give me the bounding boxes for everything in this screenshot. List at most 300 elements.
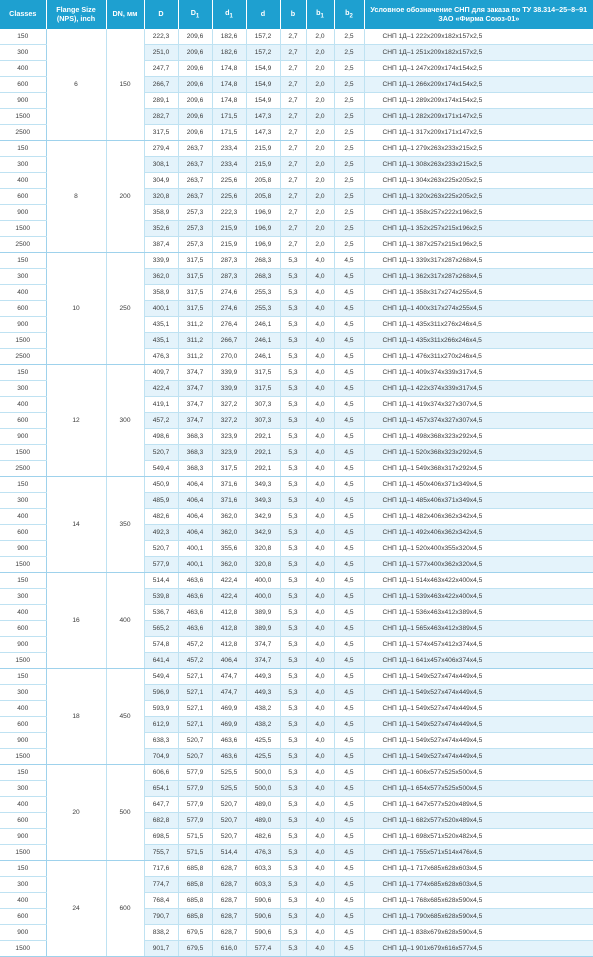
cell-designation: СНП 1Д–1 549х527х474х449х4,5: [364, 701, 593, 717]
cell-b1: 4,0: [306, 893, 334, 909]
cell-designation: СНП 1Д–1 641х457х406х374х4,5: [364, 653, 593, 669]
table-row: [0, 669, 593, 685]
cell-d1: 474,7: [212, 685, 246, 701]
cell-b: 5,3: [280, 829, 306, 845]
cell-d1: 463,6: [212, 733, 246, 749]
cell-b1: 4,0: [306, 573, 334, 589]
cell-d: 307,3: [246, 397, 280, 413]
cell-b: 5,3: [280, 877, 306, 893]
cell-D1: 463,6: [178, 621, 212, 637]
cell-D1: 527,1: [178, 701, 212, 717]
cell-designation: СНП 1Д–1 304х263х225х205х2,5: [364, 173, 593, 189]
cell-designation: СНП 1Д–1 549х368х317х292х4,5: [364, 461, 593, 477]
cell-d1: 327,2: [212, 397, 246, 413]
cell-designation: СНП 1Д–1 289х209х174х154х2,5: [364, 93, 593, 109]
cell-b: 5,3: [280, 717, 306, 733]
cell-b2: 2,5: [334, 93, 364, 109]
cell-designation: СНП 1Д–1 485х406х371х349х4,5: [364, 493, 593, 509]
cell-d: 246,1: [246, 317, 280, 333]
cell-b: 2,7: [280, 189, 306, 205]
cell-D1: 374,7: [178, 365, 212, 381]
header-b2-sub: 2: [349, 13, 353, 20]
cell-b1: 2,0: [306, 141, 334, 157]
cell-b: 5,3: [280, 669, 306, 685]
cell-D: 536,7: [144, 605, 178, 621]
header-d: d: [246, 0, 280, 29]
cell-d1: 362,0: [212, 525, 246, 541]
cell-class: 150: [0, 141, 46, 157]
cell-D: 482,6: [144, 509, 178, 525]
cell-D: 574,8: [144, 637, 178, 653]
cell-class: 900: [0, 317, 46, 333]
cell-b: 5,3: [280, 477, 306, 493]
cell-b2: 4,5: [334, 749, 364, 765]
cell-designation: СНП 1Д–1 352х257х215х196х2,5: [364, 221, 593, 237]
cell-designation: СНП 1Д–1 266х209х174х154х2,5: [364, 77, 593, 93]
cell-d: 342,9: [246, 509, 280, 525]
cell-D1: 463,6: [178, 605, 212, 621]
cell-class: 150: [0, 253, 46, 269]
cell-D: 647,7: [144, 797, 178, 813]
table-body: [0, 29, 593, 957]
cell-D: 641,4: [144, 653, 178, 669]
cell-designation: СНП 1Д–1 400х317х274х255х4,5: [364, 301, 593, 317]
table-row: [0, 861, 593, 877]
cell-b: 2,7: [280, 221, 306, 237]
cell-b2: 2,5: [334, 205, 364, 221]
cell-D1: 571,5: [178, 845, 212, 861]
cell-designation: СНП 1Д–1 339х317х287х268х4,5: [364, 253, 593, 269]
header-classes: Classes: [0, 0, 46, 29]
cell-designation: СНП 1Д–1 539х463х422х400х4,5: [364, 589, 593, 605]
cell-class: 400: [0, 509, 46, 525]
cell-D: 704,9: [144, 749, 178, 765]
cell-b1: 4,0: [306, 589, 334, 605]
cell-b1: 4,0: [306, 365, 334, 381]
cell-b1: 4,0: [306, 829, 334, 845]
cell-D: 520,7: [144, 445, 178, 461]
cell-d1: 412,8: [212, 605, 246, 621]
cell-designation: СНП 1Д–1 577х400х362х320х4,5: [364, 557, 593, 573]
cell-class: 300: [0, 45, 46, 61]
cell-b1: 4,0: [306, 269, 334, 285]
cell-d1: 412,8: [212, 621, 246, 637]
cell-d1: 520,7: [212, 813, 246, 829]
cell-designation: СНП 1Д–1 901х679х616х577х4,5: [364, 941, 593, 957]
cell-D: 289,1: [144, 93, 178, 109]
cell-designation: СНП 1Д–1 768х685х628х590х4,5: [364, 893, 593, 909]
cell-b2: 4,5: [334, 669, 364, 685]
cell-d: 489,0: [246, 797, 280, 813]
cell-d: 292,1: [246, 445, 280, 461]
cell-designation: СНП 1Д–1 790х685х628х590х4,5: [364, 909, 593, 925]
cell-b1: 4,0: [306, 381, 334, 397]
cell-class: 2500: [0, 125, 46, 141]
cell-b2: 4,5: [334, 637, 364, 653]
cell-designation: СНП 1Д–1 482х406х362х342х4,5: [364, 509, 593, 525]
cell-class: 600: [0, 413, 46, 429]
cell-d: 196,9: [246, 237, 280, 253]
cell-designation: СНП 1Д–1 549х527х474х449х4,5: [364, 717, 593, 733]
cell-b: 5,3: [280, 797, 306, 813]
cell-b: 5,3: [280, 445, 306, 461]
cell-flange-size: 10: [46, 253, 106, 365]
cell-flange-size: 14: [46, 477, 106, 573]
cell-d: 320,8: [246, 557, 280, 573]
cell-d1: 520,7: [212, 829, 246, 845]
cell-d1: 463,6: [212, 749, 246, 765]
cell-class: 300: [0, 685, 46, 701]
cell-designation: СНП 1Д–1 279х263х233х215х2,5: [364, 141, 593, 157]
cell-b1: 4,0: [306, 285, 334, 301]
cell-b2: 4,5: [334, 765, 364, 781]
cell-b1: 4,0: [306, 253, 334, 269]
cell-D1: 311,2: [178, 349, 212, 365]
cell-b1: 2,0: [306, 77, 334, 93]
cell-D: 282,7: [144, 109, 178, 125]
table-row: [0, 477, 593, 493]
cell-b2: 4,5: [334, 621, 364, 637]
cell-d: 320,8: [246, 541, 280, 557]
cell-d: 215,9: [246, 157, 280, 173]
cell-dn: 200: [106, 141, 144, 253]
cell-b2: 4,5: [334, 541, 364, 557]
cell-D1: 368,3: [178, 429, 212, 445]
cell-b2: 4,5: [334, 301, 364, 317]
cell-class: 300: [0, 493, 46, 509]
cell-designation: СНП 1Д–1 457х374х327х307х4,5: [364, 413, 593, 429]
cell-b: 2,7: [280, 93, 306, 109]
cell-d1: 362,0: [212, 557, 246, 573]
cell-class: 600: [0, 909, 46, 925]
cell-b2: 4,5: [334, 253, 364, 269]
cell-class: 150: [0, 765, 46, 781]
cell-b1: 4,0: [306, 525, 334, 541]
cell-class: 1500: [0, 333, 46, 349]
cell-d1: 270,0: [212, 349, 246, 365]
cell-b1: 4,0: [306, 493, 334, 509]
cell-D1: 368,3: [178, 461, 212, 477]
cell-D1: 685,8: [178, 909, 212, 925]
cell-dn: 600: [106, 861, 144, 957]
cell-d1: 525,5: [212, 781, 246, 797]
cell-D1: 209,6: [178, 61, 212, 77]
cell-D: 358,9: [144, 205, 178, 221]
cell-b1: 2,0: [306, 93, 334, 109]
cell-b1: 4,0: [306, 637, 334, 653]
cell-flange-size: 12: [46, 365, 106, 477]
cell-b: 5,3: [280, 413, 306, 429]
cell-b2: 4,5: [334, 893, 364, 909]
cell-class: 300: [0, 269, 46, 285]
cell-class: 150: [0, 669, 46, 685]
cell-b2: 4,5: [334, 925, 364, 941]
cell-d1: 628,7: [212, 877, 246, 893]
cell-d: 400,0: [246, 589, 280, 605]
header-D1-sub: 1: [195, 13, 200, 20]
cell-b1: 4,0: [306, 797, 334, 813]
cell-b2: 2,5: [334, 237, 364, 253]
cell-d1: 355,6: [212, 541, 246, 557]
cell-d1: 616,0: [212, 941, 246, 957]
cell-b1: 2,0: [306, 221, 334, 237]
cell-b1: 4,0: [306, 653, 334, 669]
cell-designation: СНП 1Д–1 549х527х474х449х4,5: [364, 685, 593, 701]
cell-class: 1500: [0, 445, 46, 461]
cell-d: 307,3: [246, 413, 280, 429]
cell-D1: 400,1: [178, 541, 212, 557]
cell-D: 654,1: [144, 781, 178, 797]
cell-d: 349,3: [246, 477, 280, 493]
cell-D1: 571,5: [178, 829, 212, 845]
cell-D1: 577,9: [178, 813, 212, 829]
cell-b: 5,3: [280, 253, 306, 269]
cell-d: 268,3: [246, 253, 280, 269]
cell-b1: 4,0: [306, 477, 334, 493]
cell-b1: 4,0: [306, 925, 334, 941]
cell-b2: 4,5: [334, 813, 364, 829]
cell-b: 5,3: [280, 525, 306, 541]
cell-class: 300: [0, 589, 46, 605]
cell-b: 5,3: [280, 493, 306, 509]
cell-d: 425,5: [246, 733, 280, 749]
cell-b2: 4,5: [334, 493, 364, 509]
cell-b: 5,3: [280, 733, 306, 749]
cell-b1: 4,0: [306, 509, 334, 525]
cell-d1: 274,6: [212, 285, 246, 301]
cell-b2: 2,5: [334, 77, 364, 93]
cell-b2: 4,5: [334, 461, 364, 477]
header-designation: Условное обозначение СНП для заказа по ТУ 38.314–25–8–91 ЗАО «Фирма Союз-01»: [364, 0, 593, 29]
cell-d1: 412,8: [212, 637, 246, 653]
cell-designation: СНП 1Д–1 774х685х628х603х4,5: [364, 877, 593, 893]
cell-D: 768,4: [144, 893, 178, 909]
cell-designation: СНП 1Д–1 606х577х525х500х4,5: [364, 765, 593, 781]
cell-D1: 317,5: [178, 253, 212, 269]
cell-D: 520,7: [144, 541, 178, 557]
cell-d1: 225,6: [212, 189, 246, 205]
cell-b1: 2,0: [306, 157, 334, 173]
cell-b2: 2,5: [334, 221, 364, 237]
cell-d1: 469,9: [212, 717, 246, 733]
cell-D: 514,4: [144, 573, 178, 589]
cell-b: 5,3: [280, 701, 306, 717]
cell-class: 600: [0, 301, 46, 317]
cell-D1: 406,4: [178, 493, 212, 509]
cell-D1: 311,2: [178, 333, 212, 349]
cell-d1: 225,6: [212, 173, 246, 189]
cell-b2: 4,5: [334, 477, 364, 493]
cell-d: 476,3: [246, 845, 280, 861]
cell-class: 1500: [0, 845, 46, 861]
cell-b: 2,7: [280, 77, 306, 93]
cell-D1: 257,3: [178, 237, 212, 253]
cell-class: 150: [0, 365, 46, 381]
cell-designation: СНП 1Д–1 435х311х276х246х4,5: [364, 317, 593, 333]
cell-designation: СНП 1Д–1 698х571х520х482х4,5: [364, 829, 593, 845]
cell-designation: СНП 1Д–1 476х311х270х246х4,5: [364, 349, 593, 365]
cell-b: 5,3: [280, 557, 306, 573]
cell-d1: 266,7: [212, 333, 246, 349]
cell-d: 590,6: [246, 925, 280, 941]
cell-d: 292,1: [246, 429, 280, 445]
cell-b2: 4,5: [334, 909, 364, 925]
cell-b: 5,3: [280, 349, 306, 365]
cell-d1: 474,7: [212, 669, 246, 685]
cell-designation: СНП 1Д–1 536х463х412х389х4,5: [364, 605, 593, 621]
cell-b: 5,3: [280, 573, 306, 589]
cell-d1: 215,9: [212, 221, 246, 237]
cell-D1: 527,1: [178, 685, 212, 701]
cell-d: 500,0: [246, 781, 280, 797]
cell-class: 300: [0, 877, 46, 893]
cell-D: 755,7: [144, 845, 178, 861]
cell-flange-size: 8: [46, 141, 106, 253]
cell-designation: СНП 1Д–1 755х571х514х476х4,5: [364, 845, 593, 861]
cell-D1: 520,7: [178, 733, 212, 749]
header-d1-text: d: [225, 7, 230, 17]
cell-D1: 257,3: [178, 205, 212, 221]
cell-b2: 2,5: [334, 45, 364, 61]
cell-designation: СНП 1Д–1 435х311х266х246х4,5: [364, 333, 593, 349]
cell-d: 292,1: [246, 461, 280, 477]
cell-b2: 4,5: [334, 685, 364, 701]
cell-b1: 4,0: [306, 621, 334, 637]
cell-class: 900: [0, 205, 46, 221]
cell-b: 5,3: [280, 653, 306, 669]
cell-d: 603,3: [246, 861, 280, 877]
cell-b2: 4,5: [334, 861, 364, 877]
cell-d1: 514,4: [212, 845, 246, 861]
cell-d: 157,2: [246, 45, 280, 61]
cell-d: 482,6: [246, 829, 280, 845]
cell-d1: 371,6: [212, 477, 246, 493]
cell-d: 342,9: [246, 525, 280, 541]
cell-b: 2,7: [280, 45, 306, 61]
cell-designation: СНП 1Д–1 358х317х274х255х4,5: [364, 285, 593, 301]
cell-class: 2500: [0, 349, 46, 365]
cell-dn: 450: [106, 669, 144, 765]
cell-b: 5,3: [280, 605, 306, 621]
cell-class: 2500: [0, 461, 46, 477]
cell-d1: 628,7: [212, 909, 246, 925]
cell-D: 422,4: [144, 381, 178, 397]
cell-d: 389,9: [246, 621, 280, 637]
cell-d1: 222,3: [212, 205, 246, 221]
cell-d: 205,8: [246, 189, 280, 205]
cell-b1: 4,0: [306, 301, 334, 317]
cell-b: 5,3: [280, 845, 306, 861]
cell-D: 606,6: [144, 765, 178, 781]
cell-D1: 317,5: [178, 285, 212, 301]
cell-D1: 406,4: [178, 525, 212, 541]
cell-D1: 374,7: [178, 413, 212, 429]
cell-D1: 685,8: [178, 861, 212, 877]
cell-D1: 311,2: [178, 317, 212, 333]
cell-d1: 287,3: [212, 253, 246, 269]
cell-d1: 339,9: [212, 365, 246, 381]
cell-b2: 4,5: [334, 525, 364, 541]
cell-b: 5,3: [280, 749, 306, 765]
cell-b1: 4,0: [306, 861, 334, 877]
cell-d1: 339,9: [212, 381, 246, 397]
cell-D1: 457,2: [178, 653, 212, 669]
cell-D1: 263,7: [178, 173, 212, 189]
table-row: [0, 365, 593, 381]
table-row: [0, 253, 593, 269]
cell-designation: СНП 1Д–1 358х257х222х196х2,5: [364, 205, 593, 221]
cell-b2: 2,5: [334, 173, 364, 189]
cell-D1: 263,7: [178, 157, 212, 173]
cell-D: 638,3: [144, 733, 178, 749]
cell-D1: 679,5: [178, 941, 212, 957]
cell-designation: СНП 1Д–1 320х263х225х205х2,5: [364, 189, 593, 205]
cell-D: 577,9: [144, 557, 178, 573]
cell-b: 5,3: [280, 861, 306, 877]
cell-d1: 317,5: [212, 461, 246, 477]
cell-D1: 257,3: [178, 221, 212, 237]
cell-class: 2500: [0, 237, 46, 253]
cell-b2: 4,5: [334, 733, 364, 749]
cell-b: 5,3: [280, 925, 306, 941]
cell-d1: 233,4: [212, 141, 246, 157]
cell-d: 255,3: [246, 301, 280, 317]
cell-d1: 274,6: [212, 301, 246, 317]
cell-b2: 4,5: [334, 573, 364, 589]
cell-b2: 4,5: [334, 845, 364, 861]
cell-D: 790,7: [144, 909, 178, 925]
cell-D1: 520,7: [178, 749, 212, 765]
cell-designation: СНП 1Д–1 574х457х412х374х4,5: [364, 637, 593, 653]
cell-b: 2,7: [280, 205, 306, 221]
cell-D1: 374,7: [178, 397, 212, 413]
cell-d: 400,0: [246, 573, 280, 589]
cell-D: 593,9: [144, 701, 178, 717]
cell-b1: 4,0: [306, 669, 334, 685]
cell-D: 450,9: [144, 477, 178, 493]
cell-b2: 4,5: [334, 941, 364, 957]
cell-class: 150: [0, 573, 46, 589]
table-row: [0, 141, 593, 157]
cell-d1: 628,7: [212, 861, 246, 877]
cell-class: 1500: [0, 557, 46, 573]
cell-D1: 685,8: [178, 893, 212, 909]
cell-d1: 469,9: [212, 701, 246, 717]
header-b2: [334, 0, 364, 29]
cell-class: 900: [0, 541, 46, 557]
cell-D1: 317,5: [178, 301, 212, 317]
cell-b: 2,7: [280, 125, 306, 141]
cell-d: 349,3: [246, 493, 280, 509]
cell-D1: 679,5: [178, 925, 212, 941]
cell-b: 5,3: [280, 509, 306, 525]
table-row: [0, 29, 593, 45]
cell-b1: 4,0: [306, 333, 334, 349]
cell-d: 425,5: [246, 749, 280, 765]
cell-b1: 2,0: [306, 189, 334, 205]
cell-b1: 4,0: [306, 909, 334, 925]
cell-class: 600: [0, 525, 46, 541]
cell-designation: СНП 1Д–1 565х463х412х389х4,5: [364, 621, 593, 637]
cell-d: 246,1: [246, 333, 280, 349]
cell-class: 150: [0, 29, 46, 45]
cell-d: 205,8: [246, 173, 280, 189]
cell-D: 320,8: [144, 189, 178, 205]
cell-D: 358,9: [144, 285, 178, 301]
cell-d: 246,1: [246, 349, 280, 365]
cell-D: 266,7: [144, 77, 178, 93]
cell-d: 196,9: [246, 221, 280, 237]
